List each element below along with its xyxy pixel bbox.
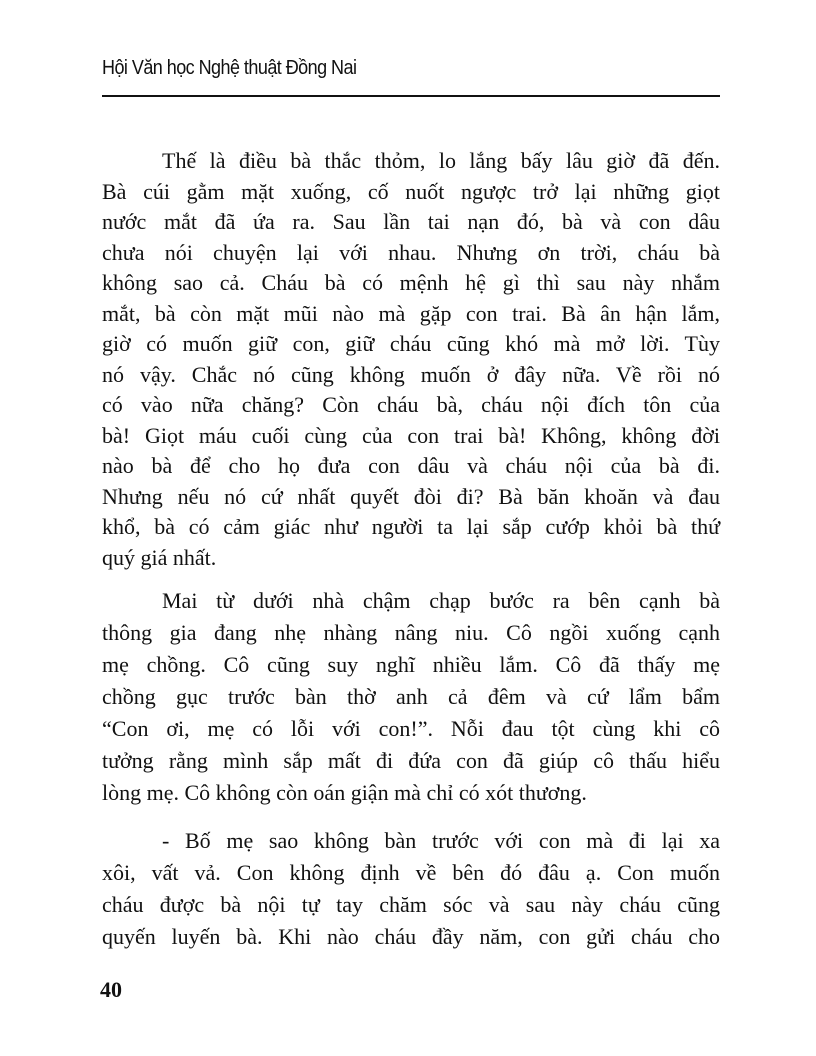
paragraph [102, 146, 720, 573]
paragraph [102, 585, 720, 809]
text-line: thông gia đang nhẹ nhàng nâng niu. Cô ngồi xuống cạnh [102, 620, 720, 645]
text-line: nó vậy. Chắc nó cũng không muốn ở đây nữa. Về rồi nó [102, 361, 720, 387]
text-line: cháu được bà nội tự tay chăm sóc và sau này cháu cũng [102, 892, 720, 917]
text-line: chồng gục trước bàn thờ anh cả đêm và cứ lẩm bẩm [102, 684, 720, 709]
text-line: quý giá nhất. [102, 544, 217, 570]
text-line: Nhưng nếu nó cứ nhất quyết đòi đi? Bà băn khoăn và đau [102, 483, 720, 509]
header-divider [102, 95, 720, 97]
page-number: 40 [100, 977, 122, 1002]
text-line: quyến luyến bà. Khi nào cháu đầy năm, con gửi cháu cho [102, 924, 720, 949]
text-line: nào bà để cho họ đưa con dâu và cháu nội của bà đi. [102, 453, 720, 478]
text-line: Bà cúi gằm mặt xuống, cố nuốt ngược trở lại những giọt [102, 178, 720, 204]
body-text [102, 146, 720, 953]
text-line: giờ có muốn giữ con, giữ cháu cũng khó mà mở lời. Tùy [102, 331, 720, 356]
text-line: mẹ chồng. Cô cũng suy nghĩ nhiều lắm. Cô đã thấy mẹ [102, 652, 720, 677]
text-line: nước mắt đã ứa ra. Sau lần tai nạn đó, bà và con dâu [102, 209, 720, 234]
text-line: tưởng rằng mình sắp mất đi đứa con đã giúp cô thấu hiểu [102, 748, 720, 773]
text-line: mắt, bà còn mặt mũi nào mà gặp con trai. Bà ân hận lắm, [102, 300, 720, 326]
paragraph [102, 825, 720, 953]
text-line: không sao cả. Cháu bà có mệnh hệ gì thì sau này nhắm [102, 270, 720, 295]
text-line: Thế là điều bà thắc thỏm, lo lắng bấy lâu giờ đã đến. [162, 148, 720, 173]
running-header: Hội Văn học Nghệ thuật Đồng Nai [102, 57, 357, 79]
text-line: lòng mẹ. Cô không còn oán giận mà chỉ có xót thương. [102, 780, 587, 805]
text-line: bà! Giọt máu cuối cùng của con trai bà! Không, không đời [102, 422, 720, 448]
text-line: - Bố mẹ sao không bàn trước với con mà đi lại xa [162, 828, 720, 853]
text-line: khổ, bà có cảm giác như người ta lại sắp cướp khỏi bà thứ [102, 514, 720, 539]
text-line: xôi, vất vả. Con không định về bên đó đâu ạ. Con muốn [102, 860, 720, 885]
text-line: “Con ơi, mẹ có lỗi với con!”. Nỗi đau tột cùng khi cô [102, 716, 720, 741]
text-line: có vào nữa chăng? Còn cháu bà, cháu nội đích tôn của [102, 392, 720, 417]
text-line: Mai từ dưới nhà chậm chạp bước ra bên cạnh bà [162, 588, 720, 613]
text-line: chưa nói chuyện lại với nhau. Nhưng ơn trời, cháu bà [102, 239, 720, 265]
